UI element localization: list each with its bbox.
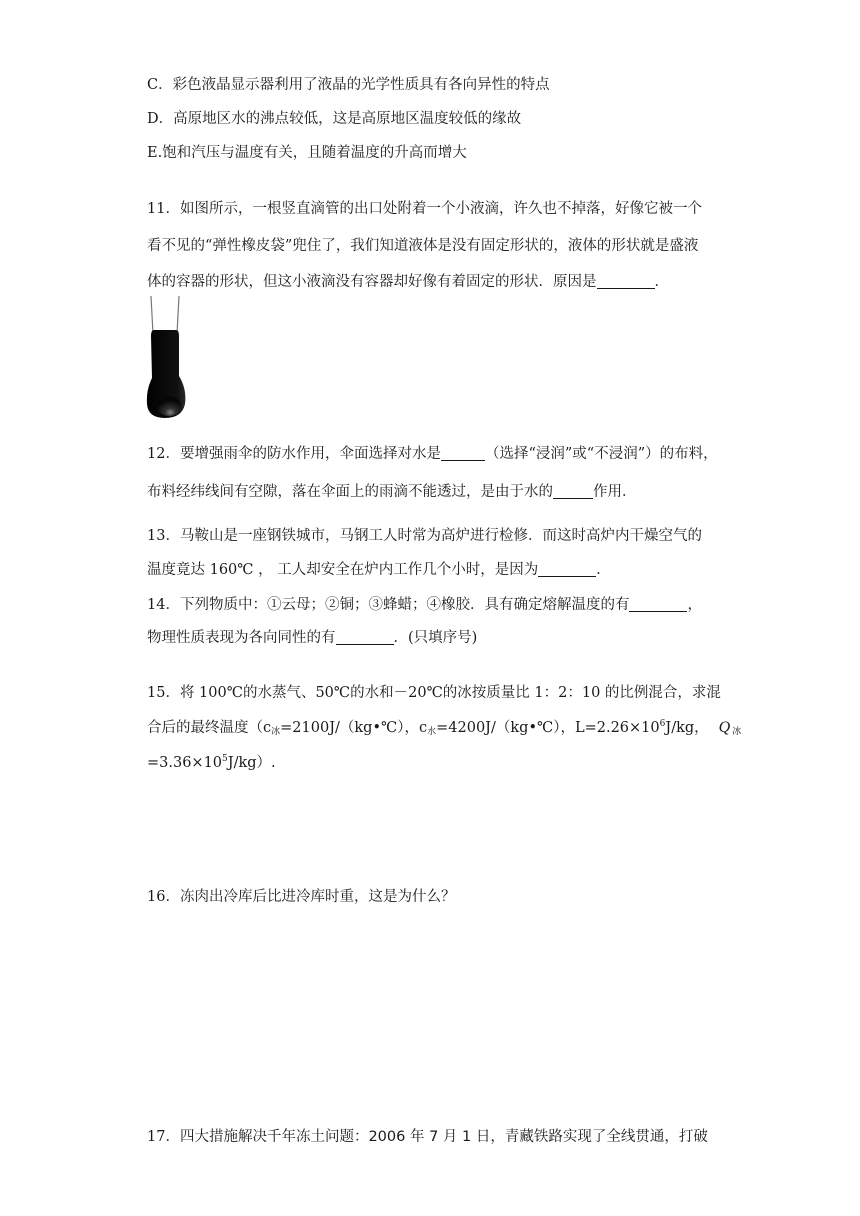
q13-line-2	[147, 558, 611, 579]
q17-text-a: 17．四大措施解决千年冻土问题：	[147, 1129, 369, 1145]
q13-answer-blank[interactable]	[538, 562, 596, 578]
q15-text-c: =4200J/（kg•℃），L=2.26×10	[436, 720, 660, 736]
q14-line-2	[147, 626, 477, 647]
q11-answer-blank[interactable]	[597, 274, 655, 290]
q12-line-1	[147, 442, 718, 463]
dropper-droplet-figure	[141, 294, 189, 422]
q14-answer-blank-1[interactable]	[629, 597, 687, 613]
q15-text-d: J/kg，	[665, 720, 709, 736]
q13-line-1: 13．马鞍山是一座钢铁城市，马钢工人时常为高炉进行检修．而这时高炉内干燥空气的	[147, 528, 702, 544]
q12-line-2	[147, 480, 637, 501]
dropper-tube-outline	[151, 296, 179, 334]
q15-subscript-ice-2: 冰	[732, 727, 742, 737]
q15-line-2	[147, 716, 741, 737]
droplet-highlight	[157, 396, 181, 416]
q11-line-2: 看不见的“弹性橡皮袋”兜住了，我们知道液体是没有固定形状的，液体的形状就是盛液	[147, 238, 699, 254]
q12-line-2-text: 布料经纬线间有空隙，落在伞面上的雨滴不能透过，是由于水的	[147, 484, 553, 500]
q12-line-1-text: 12．要增强雨伞的防水作用，伞面选择对水是	[147, 446, 441, 462]
q10-option-e: E.饱和汽压与温度有关，且随着温度的升高而增大	[147, 145, 467, 161]
q14-line-2-text: 物理性质表现为各向同性的有	[147, 630, 336, 646]
q11-line-3-text: 体的容器的形状，但这小液滴没有容器却好像有着固定的形状．原因是	[147, 274, 597, 290]
q15-q-symbol: Q	[718, 719, 731, 736]
q17-line-1	[147, 1125, 708, 1146]
q15-text-f: J/kg）.	[227, 755, 276, 771]
q16-question: 16．冻肉出冷库后比进冷库时重，这是为什么？	[147, 889, 456, 905]
q15-line-3	[147, 751, 276, 772]
q10-option-c: C．彩色液晶显示器利用了液晶的光学性质具有各向异性的特点	[147, 77, 550, 93]
q11-line-3-end: ．	[654, 274, 669, 290]
q15-subscript-water: 水	[427, 727, 437, 737]
q13-line-2-text: 温度竟达 160℃ ， 工人却安全在炉内工作几个小时，是因为	[147, 562, 539, 578]
q15-line-1: 15．将 100℃的水蒸气、50℃的水和－20℃的冰按质量比 1：2：10 的比例混合，求混	[147, 685, 721, 701]
q15-exponent-5: 5	[222, 754, 228, 764]
q12-answer-blank-2[interactable]	[553, 484, 593, 500]
q12-line-2-end: 作用．	[593, 484, 637, 500]
q14-line-1	[147, 593, 702, 614]
q14-line-1-text: 14．下列物质中：①云母；②铜；③蜂蜡；④橡胶．具有确定熔解温度的有	[147, 597, 630, 613]
q14-line-2-end: ．(只填序号)	[393, 630, 478, 646]
q17-text-b: 2006 年 7 月 1 日，青藏铁路实现了全线贯通，打破	[368, 1129, 708, 1145]
q15-text-e: =3.36×10	[147, 755, 223, 771]
q12-line-1-end: （选择“浸润”或“不浸润”）的布料，	[484, 446, 718, 462]
q15-text-b: =2100J/（kg•℃），c	[280, 720, 428, 736]
q14-line-1-end: ，	[687, 597, 702, 613]
q11-line-1: 11．如图所示，一根竖直滴管的出口处附着一个小液滴，许久也不掉落，好像它被一个	[147, 201, 702, 217]
q15-exponent-6: 6	[659, 719, 666, 729]
q13-line-2-end: ．	[596, 562, 611, 578]
q14-answer-blank-2[interactable]	[336, 630, 394, 646]
q15-subscript-ice: 冰	[271, 727, 281, 737]
q15-text-a: 合后的最终温度（c	[147, 720, 272, 736]
q10-option-d: D．高原地区水的沸点较低，这是高原地区温度较低的缘故	[147, 111, 522, 127]
q11-line-3	[147, 270, 669, 291]
q12-answer-blank-1[interactable]	[441, 446, 485, 462]
